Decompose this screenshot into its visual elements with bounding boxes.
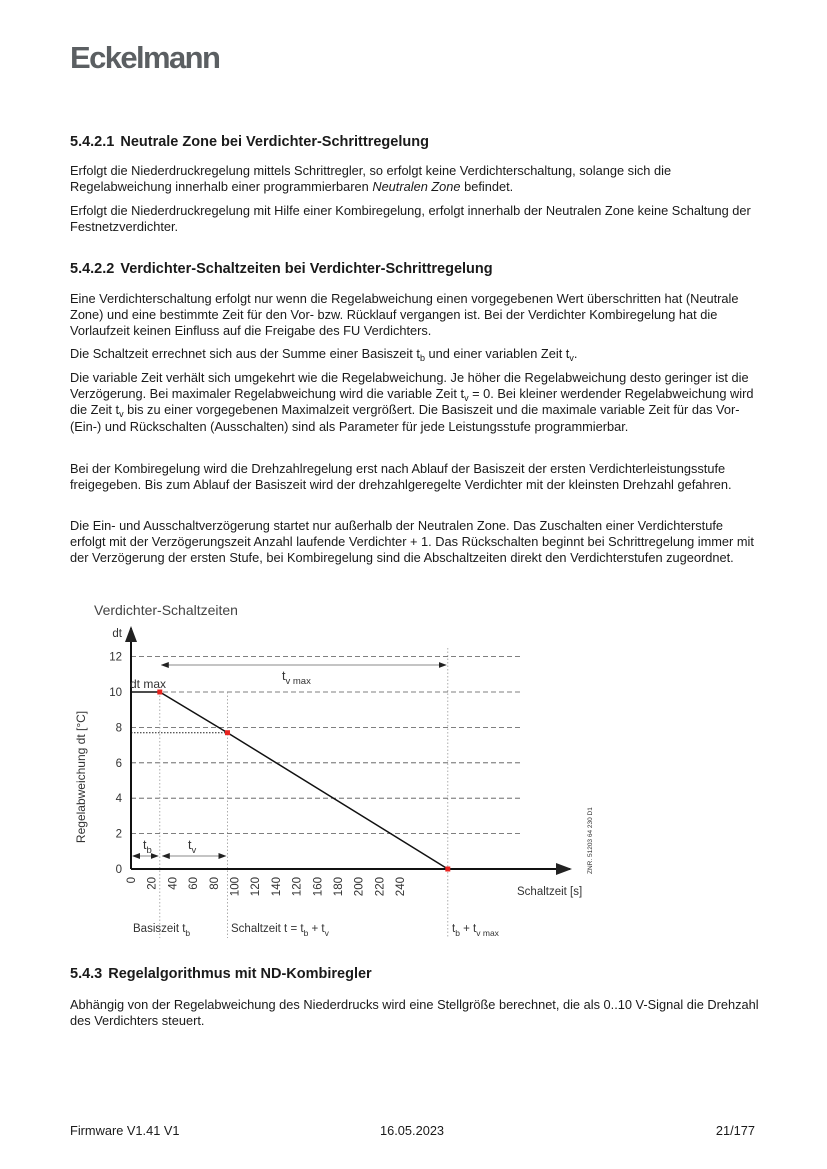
x-tick-label: 200 [353,877,366,897]
x-axis-label: Schaltzeit [s] [517,886,583,898]
series-line [131,692,448,869]
x-tick-label: 20 [146,877,159,890]
chart-canvas [70,598,630,948]
y-tick-label: 4 [115,793,122,806]
x-tick-label: 180 [333,877,345,897]
verdichter-schaltzeiten-chart [70,598,630,948]
section-heading-5-4-2-2: 5.4.2.2 Verdichter-Schaltzeiten bei Verdichter-Schrittregelung [70,261,493,277]
y-tick-label: 0 [115,864,122,876]
highlight-point [225,730,230,735]
y-tick-label: 8 [115,722,122,735]
tb-label: $t_b$ [143,838,152,856]
eckelmann-logo: Eckelmann [70,40,220,75]
x-tick-label: 220 [374,877,387,897]
paragraph: Die Ein- und Ausschaltverzögerung startet nur außerhalb der Neutralen Zone. Das Zuschalten einer Verdichterstufe erfolgt mit der Verzögerungszeit Anzahl laufende Verdichter + 1. Das Rückschalten beginnt bei Schrittregelung immer mit der Verzögerung der ersten Stufe, bei Kombiregelung sind die Abschaltzeiten direkt den Verdichterstufen zugeordnet. [70,518,754,566]
paragraph: Erfolgt die Niederdruckregelung mit Hilfe einer Kombiregelung, erfolgt innerhalb der Neutralen Zone keine Schaltung der Festnetzverdichter. [70,203,751,235]
x-tick-label: 0 [126,877,138,884]
x-tick-label: 140 [270,877,283,897]
footer-firmware: Firmware V1.41 V1 [70,1123,180,1138]
y-tick-label: 10 [109,687,122,699]
y-axis-arrow-label: dt [112,628,122,640]
paragraph: Die variable Zeit verhält sich umgekehrt wie die Regelabweichung. Je höher die Regelabweichung desto geringer ist die Verzögerung. Bei maximaler Regelabweichung wird die variable Zeit $t_v = 0$. Bei kleiner werdender Regelabweichung wird die Zeit $t_v$ bis zu einer vorgegebenen Maximalzeit vergrößert. Die Basiszeit und die maximale variable Zeit für das Vor- (Ein-) und Rückschalten (Ausschalten) sind als Parameter für jede Leistungsstufe programmierbar. [70,370,754,434]
chart-title: Verdichter-Schaltzeiten [94,602,238,618]
y-tick-label: 6 [115,757,122,770]
x-tick-label: 80 [208,877,221,890]
footer-date: 16.05.2023 [380,1123,445,1138]
paragraph: Eine Verdichterschaltung erfolgt nur wenn die Regelabweichung einen vorgegebenen Wert überschritten hat (Neutrale Zone) und eine bestimmte Zeit für den Vor- bzw. Rücklauf vergangen ist. Bei der Verdichter Kombiregelung hat die Vorlaufzeit keinen Einfluss auf die Freigabe des FU Verdichters. [70,291,739,339]
schaltzeit-formula-label: Schaltzeit $t = t_b + t_v$ [231,923,329,938]
paragraph: Erfolgt die Niederdruckregelung mittels Schrittregler, so erfolgt keine Verdichterschaltung, solange sich die Regelabweichung innerhalb einer programmierbaren Neutralen Zone befindet. [70,163,672,195]
section-heading-5-4-2-1: 5.4.2.1 Neutrale Zone bei Verdichter-Schrittregelung [70,134,429,150]
tv-label: $t_v$ [188,838,197,856]
footer-page-number: 21/177 [715,1123,755,1138]
x-tick-label: 40 [167,877,180,890]
dt-max-label: dt max [130,677,167,691]
x-tick-label: 120 [250,877,263,897]
x-tick-label: 100 [229,877,242,897]
x-tick-label: 60 [188,877,201,890]
paragraph: Die Schaltzeit errechnet sich aus der Summe einer Basiszeit $t_b$ und einer variablen Zeit $t_v$. [70,346,578,363]
section-heading-5-4-3: 5.4.3 Regelalgorithmus mit ND-Kombiregler [70,966,372,982]
znr-reference: ZNR. 51203 64 230 D1 [587,807,594,874]
paragraph: Bei der Kombiregelung wird die Drehzahlregelung erst nach Ablauf der Basiszeit der ersten Verdichterleistungsstufe freigegeben. Bis zum Ablauf der Basiszeit wird der drehzahlgeregelte Verdichter mit der kleinsten Drehzahl gefahren. [70,461,732,493]
y-axis-label: Regelabweichung dt [°C] [74,710,88,844]
y-tick-label: 12 [109,651,122,664]
x-tick-label: 160 [312,877,325,897]
tb-plus-tvmax-label: $t_b + t_{v max}$ [452,923,499,938]
tv-max-label: $t_{v max}$ [282,669,311,687]
x-tick-label: 120 [291,877,304,897]
paragraph: Abhängig von der Regelabweichung des Niederdrucks wird eine Stellgröße berechnet, die als 0..10 V-Signal die Drehzahl des Verdichters steuert. [70,997,759,1029]
x-tick-label: 240 [395,877,408,897]
basiszeit-label: Basiszeit $t_b$ [133,923,191,938]
y-tick-label: 2 [115,828,122,841]
highlight-point [445,867,450,872]
